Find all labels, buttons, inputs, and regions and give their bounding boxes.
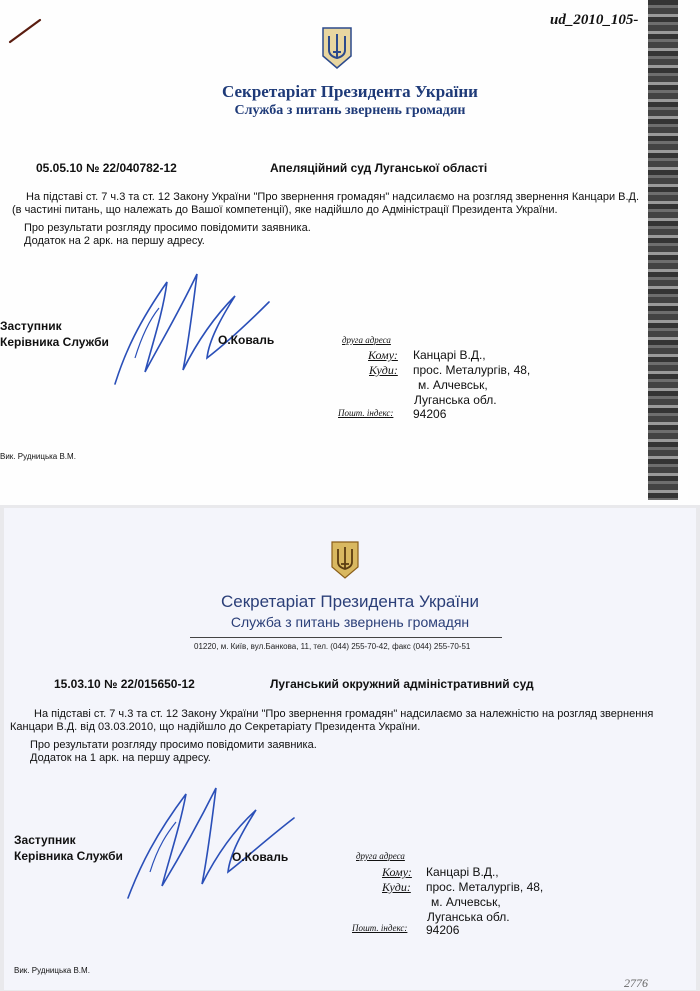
to-value: Канцарі В.Д., [413,348,486,362]
postcode-label: Пошт. індекс: [352,923,408,933]
address-region: Луганська обл. [427,910,510,924]
postcode-label: Пошт. індекс: [338,408,394,418]
to-label: Кому: [368,348,398,362]
signatory-title [14,832,123,864]
where-label: Куди: [369,363,398,377]
addressee: Луганський окружний адміністративний суд [270,677,534,691]
handwritten-signature [120,774,300,904]
handwritten-signature [105,262,275,392]
signatory-name: О.Коваль [218,333,275,347]
body-paragraph: На підставі ст. 7 ч.3 та ст. 12 Закону України "Про звернення громадян" надсилаємо за належністю на розгляд звернення Канцари В.Д. від 03.03.2010, що надійшло до Секретаріату Президента України. [10,708,654,733]
address-street: прос. Металургів, 48, [426,880,544,894]
letter-body [12,191,642,248]
letter-body [10,708,660,765]
to-label: Кому: [382,865,412,879]
scan-edge-artifact [648,0,678,500]
signatory-title-line: Заступник [0,319,62,333]
handwritten-page-number: 2776 [624,976,648,990]
postcode-value: 94206 [426,923,460,937]
body-paragraph: Про результати розгляду просимо повідомити заявника. [24,222,311,234]
where-label: Куди: [382,880,411,894]
address-region: Луганська обл. [414,393,497,407]
body-paragraph: Додаток на 1 арк. на першу адресу. [30,752,211,764]
address-city: м. Алчевськ, [418,378,488,392]
executor: Вик. Рудницька В.М. [0,452,76,461]
header-divider [190,637,502,638]
org-title: Секретаріат Президента України [221,592,479,611]
letter-2 [4,508,696,990]
signatory-title-line: Керівника Служби [0,335,109,349]
ukraine-trident-icon [321,26,353,70]
second-address-label: друга адреса [356,851,405,861]
signatory-name: О.Коваль [232,850,289,864]
document-number: 05.05.10 № 22/040782-12 [36,161,177,175]
address-city: м. Алчевськ, [431,895,501,909]
signatory-title-line: Заступник [14,833,76,847]
pen-mark-icon [8,16,42,46]
body-paragraph: Про результати розгляду просимо повідомити заявника. [30,739,317,751]
signatory-title [0,318,109,350]
org-subtitle: Служба з питань звернень громадян [234,103,466,118]
org-contact-line: 01220, м. Київ, вул.Банкова, 11, тел. (044) 255-70-42, факс (044) 255-70-51 [194,642,471,651]
addressee: Апеляційний суд Луганської області [270,161,488,175]
to-value: Канцарі В.Д., [426,865,499,879]
address-street: прос. Металургів, 48, [413,363,531,377]
body-paragraph: На підставі ст. 7 ч.3 та ст. 12 Закону України "Про звернення громадян" надсилаємо на розгляд звернення Канцари В.Д. (в частині питань, що належать до Вашої компетенції), яке надійшло до Адміністрації Президента України. [12,191,640,216]
reference-code: ud_2010_105- [550,12,639,28]
org-subtitle: Служба з питань звернень громадян [230,614,470,630]
body-paragraph: Додаток на 2 арк. на першу адресу. [24,235,205,247]
postcode-value: 94206 [413,407,447,421]
executor: Вик. Рудницька В.М. [14,966,90,975]
org-title: Секретаріат Президента України [222,82,478,101]
second-address-label: друга адреса [342,335,391,345]
signatory-title-line: Керівника Служби [14,849,123,863]
ukraine-trident-icon [330,540,360,580]
document-number: 15.03.10 № 22/015650-12 [54,677,195,691]
